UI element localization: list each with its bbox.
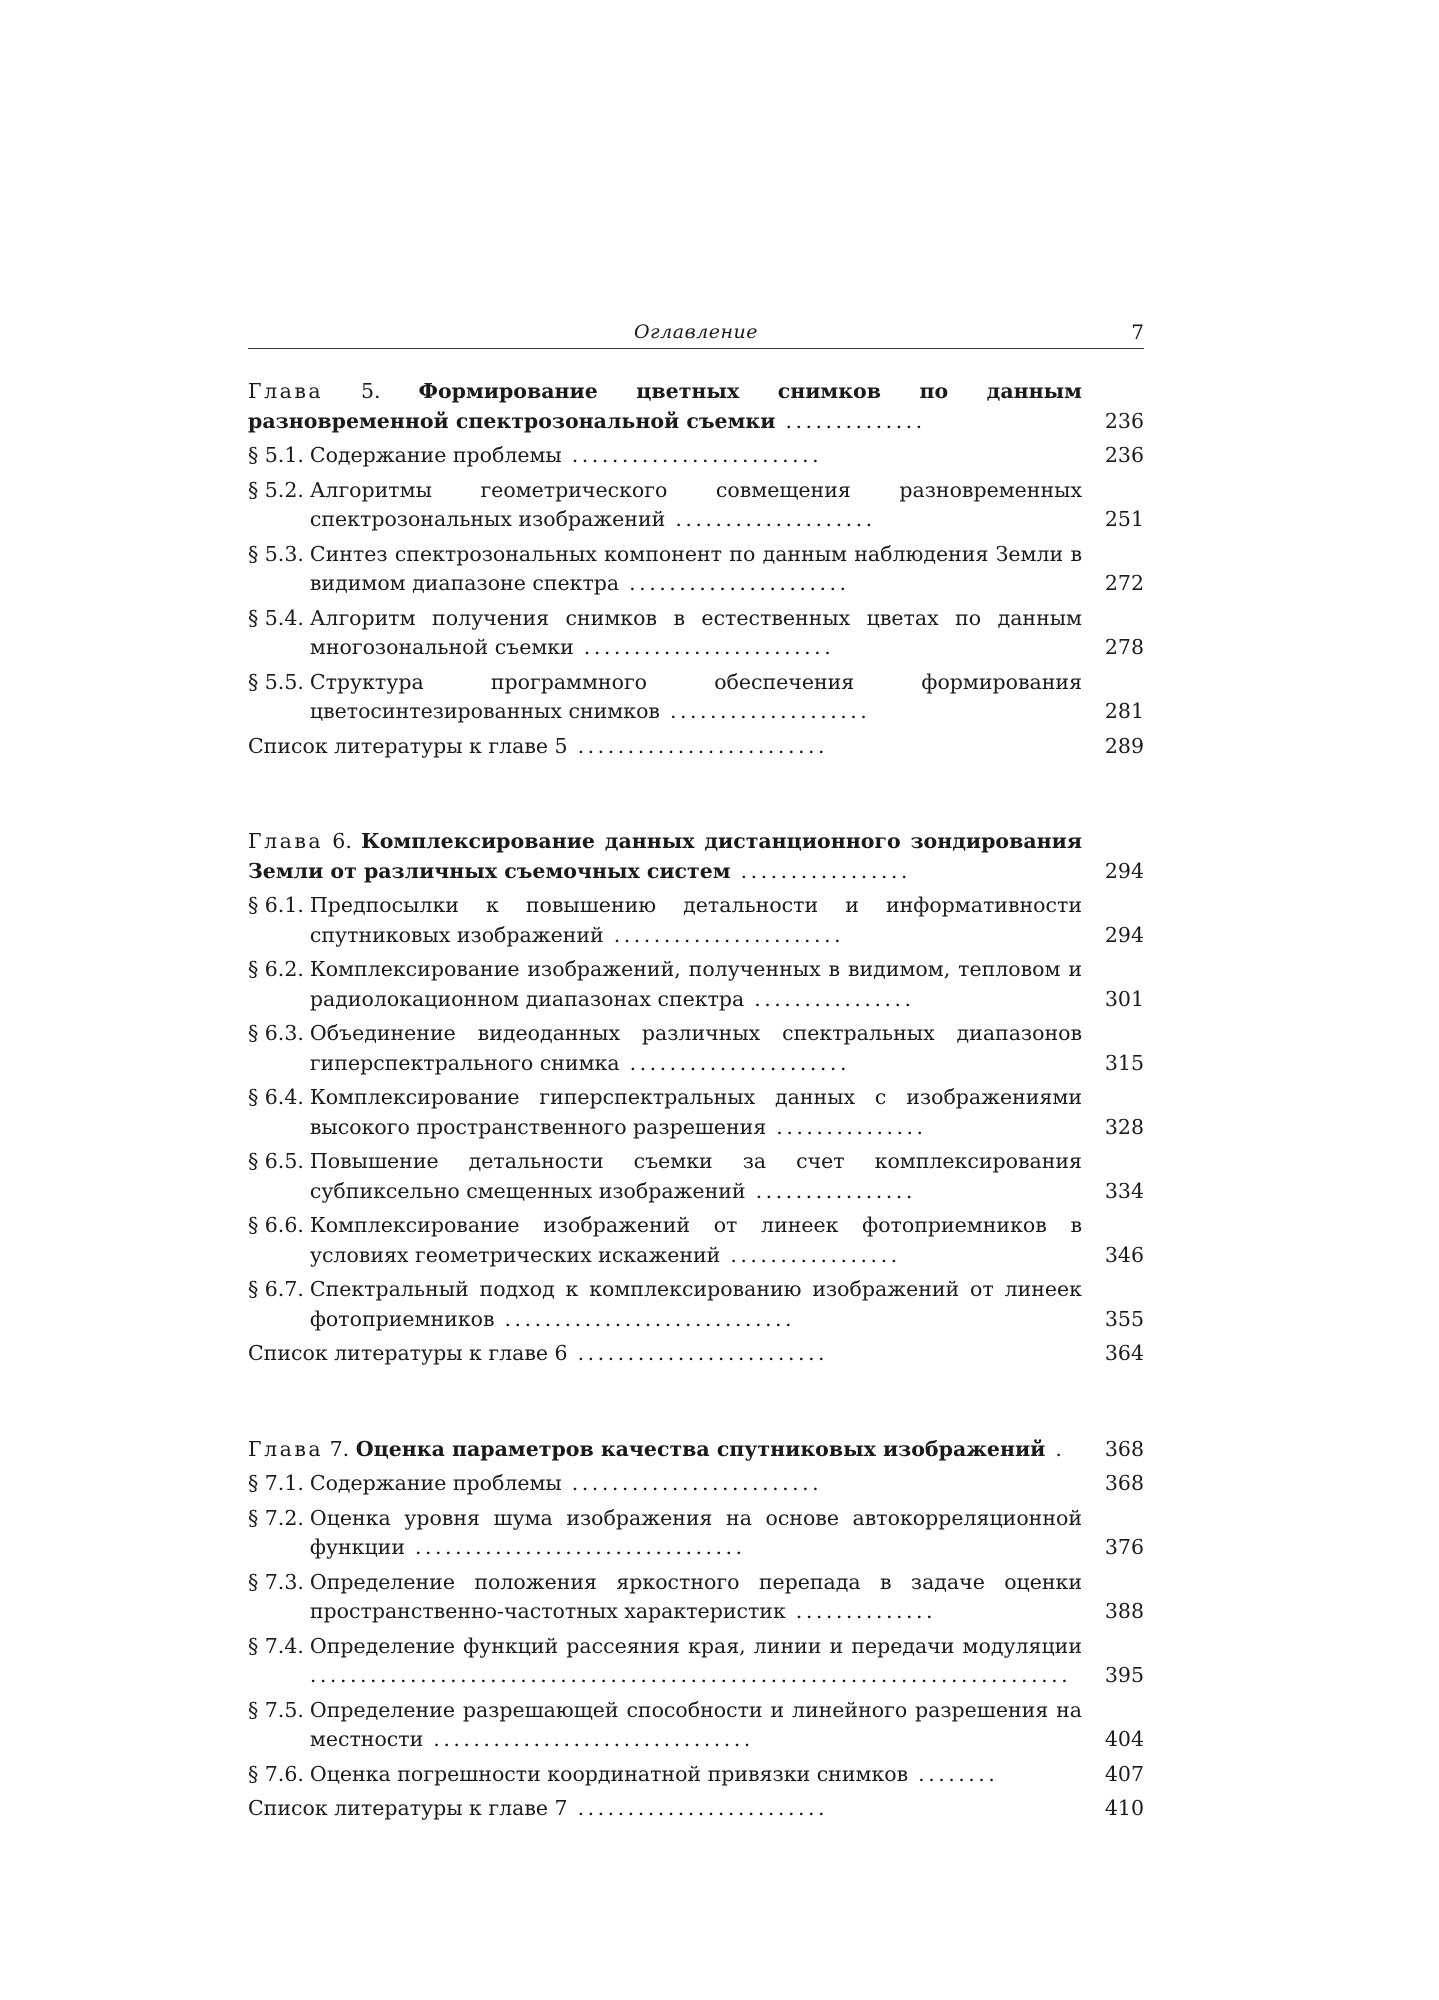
section-title: Комплексирование гиперспектральных данных с изображениями высокого пространственного разрешения <box>309 1085 1082 1139</box>
toc-references <box>248 732 1144 762</box>
chapter-block <box>248 1435 1144 1824</box>
leader-dots: ................................. <box>404 1535 746 1559</box>
references-title: Список литературы к главе 7 <box>248 1796 568 1820</box>
section-page: 251 <box>1104 507 1144 531</box>
section-title: Повышение детальности съемки за счет комплексирования субпиксельно смещенных изображений <box>309 1149 1082 1203</box>
section-number: § 6.6. <box>248 1213 304 1237</box>
section-title: Предпосылки к повышению детальности и информативности спутниковых изображений <box>309 893 1082 947</box>
toc-section <box>248 1760 1144 1790</box>
toc-section <box>248 604 1144 663</box>
chapter-heading <box>248 377 1144 436</box>
toc-section <box>248 668 1144 727</box>
leader-dots: ............................................................................ <box>309 1663 1072 1687</box>
leader-dots: . <box>1045 1436 1066 1461</box>
leader-dots: .................... <box>665 507 876 531</box>
toc-references <box>248 1339 1144 1369</box>
section-title: Определение положения яркостного перепада в задаче оценки пространственно-частотных характеристик <box>309 1569 1082 1623</box>
section-page: 388 <box>1104 1599 1144 1623</box>
chapter-label: Глава <box>248 1436 324 1461</box>
leader-dots: ................ <box>745 1178 916 1203</box>
leader-dots: ................. <box>720 1242 901 1267</box>
toc-section <box>248 1147 1144 1206</box>
section-title: Алгоритмы геометрического совмещения разновременных спектрозональных изображений <box>309 477 1082 531</box>
chapter-title: Комплексирование данных дистанционного зондирования Земли от различных съемочных систем <box>248 829 1082 883</box>
chapter-page: 368 <box>1104 1436 1144 1461</box>
leader-dots: ................. <box>730 858 911 883</box>
section-number: § 5.3. <box>248 541 304 566</box>
section-number: § 7.1. <box>248 1471 304 1495</box>
toc-section <box>248 1504 1144 1563</box>
section-title: Оценка погрешности координатной привязки снимков <box>309 1761 909 1786</box>
leader-dots: .............. <box>785 1599 937 1623</box>
leader-dots: ......................... <box>567 1341 829 1365</box>
section-title: Объединение видеоданных различных спектральных диапазонов гиперспектрального снимка <box>309 1021 1082 1075</box>
toc-section <box>248 1568 1144 1627</box>
chapter-page: 294 <box>1104 858 1144 883</box>
section-number: § 6.3. <box>248 1021 304 1045</box>
section-title: Содержание проблемы <box>309 1471 562 1495</box>
chapter-title: Оценка параметров качества спутниковых изображений <box>355 1436 1046 1461</box>
references-page: 364 <box>1104 1341 1144 1365</box>
section-number: § 7.3. <box>248 1569 304 1594</box>
section-title: Определение функций рассеяния края, линии и передачи модуляции <box>309 1633 1082 1658</box>
leader-dots: .............. <box>775 408 926 433</box>
section-page: 407 <box>1104 1761 1144 1786</box>
leader-dots: ......................... <box>561 1471 823 1495</box>
book-page <box>248 318 1144 1824</box>
section-number: § 5.1. <box>248 443 304 467</box>
chapter-number: 7. <box>329 1436 350 1461</box>
toc-section <box>248 476 1144 535</box>
section-title: Алгоритм получения снимков в естественных цветах по данным многозональной съемки <box>309 605 1082 659</box>
leader-dots: ............................. <box>494 1306 796 1331</box>
section-number: § 7.6. <box>248 1761 304 1786</box>
section-title: Комплексирование изображений от линеек фотоприемников в условиях геометрических искажений <box>309 1213 1082 1267</box>
chapter-label: Глава <box>248 829 324 853</box>
section-page: 404 <box>1104 1727 1144 1751</box>
leader-dots: ........ <box>908 1761 999 1786</box>
section-page: 328 <box>1104 1114 1144 1139</box>
section-number: § 7.5. <box>248 1697 304 1722</box>
toc-section <box>248 1019 1144 1078</box>
running-head-title: Оглавление <box>633 321 758 343</box>
section-title: Комплексирование изображений, полученных в видимом, тепловом и радиолокационном диапазонах спектра <box>309 957 1082 1011</box>
page-number: 7 <box>1131 320 1144 344</box>
chapter-heading <box>248 1435 1144 1465</box>
leader-dots: ......................... <box>567 1796 829 1820</box>
leader-dots: ....................... <box>603 922 845 947</box>
section-page: 346 <box>1104 1242 1144 1267</box>
toc-references <box>248 1794 1144 1824</box>
running-head <box>248 318 1144 349</box>
leader-dots: ...................... <box>619 571 850 595</box>
section-title: Определение разрешающей способности и линейного разрешения на местности <box>309 1697 1082 1751</box>
section-number: § 6.4. <box>248 1085 304 1109</box>
references-page: 410 <box>1104 1796 1144 1820</box>
section-title: Спектральный подход к комплексированию изображений от линеек фотоприемников <box>309 1277 1082 1331</box>
toc-section <box>248 1469 1144 1499</box>
section-page: 368 <box>1104 1471 1144 1495</box>
toc-section <box>248 1211 1144 1270</box>
section-page: 315 <box>1104 1050 1144 1075</box>
chapter-page: 236 <box>1104 408 1144 433</box>
toc-section <box>248 1275 1144 1334</box>
chapter-heading <box>248 827 1144 886</box>
toc-section <box>248 1696 1144 1755</box>
toc-section <box>248 1083 1144 1142</box>
toc-section <box>248 955 1144 1014</box>
section-number: § 6.2. <box>248 957 304 981</box>
leader-dots: .................... <box>659 699 871 723</box>
toc-section <box>248 891 1144 950</box>
section-number: § 5.2. <box>248 477 304 502</box>
section-page: 395 <box>1104 1663 1144 1687</box>
section-number: § 6.5. <box>248 1149 304 1173</box>
section-number: § 6.7. <box>248 1277 304 1301</box>
section-number: § 6.1. <box>248 893 304 917</box>
section-page: 294 <box>1104 922 1144 947</box>
section-number: § 5.4. <box>248 605 304 630</box>
leader-dots: ......................... <box>567 733 829 758</box>
section-page: 334 <box>1104 1178 1144 1203</box>
section-title: Оценка уровня шума изображения на основе автокорреляционной функции <box>309 1505 1082 1559</box>
section-title: Синтез спектрозональных компонент по данным наблюдения Земли в видимом диапазоне спектра <box>309 541 1082 595</box>
section-page: 355 <box>1104 1306 1144 1331</box>
section-page: 301 <box>1104 986 1144 1011</box>
toc-section <box>248 540 1144 599</box>
leader-dots: ................................ <box>423 1727 754 1751</box>
toc-section <box>248 441 1144 471</box>
references-page: 289 <box>1104 733 1144 758</box>
leader-dots: ......................... <box>561 443 823 467</box>
chapter-title: Формирование цветных снимков по данным разновременной спектрозональной съемки <box>248 379 1082 433</box>
leader-dots: ................ <box>744 986 915 1011</box>
references-title: Список литературы к главе 6 <box>248 1341 568 1365</box>
section-number: § 7.4. <box>248 1633 304 1658</box>
section-number: § 5.5. <box>248 669 304 694</box>
chapter-number: 5. <box>361 379 381 403</box>
leader-dots: ............... <box>766 1114 927 1139</box>
chapter-number: 6. <box>332 829 352 853</box>
section-page: 376 <box>1104 1535 1144 1559</box>
chapter-label: Глава <box>248 379 324 403</box>
toc-section <box>248 1632 1144 1691</box>
section-page: 281 <box>1104 699 1144 723</box>
section-title: Содержание проблемы <box>309 443 562 467</box>
leader-dots: ......................... <box>573 635 835 659</box>
table-of-contents <box>248 377 1144 1824</box>
section-page: 278 <box>1104 635 1144 659</box>
section-number: § 7.2. <box>248 1505 304 1530</box>
section-page: 236 <box>1104 443 1144 467</box>
section-title: Структура программного обеспечения формирования цветосинтезированных снимков <box>309 669 1082 723</box>
section-page: 272 <box>1104 571 1144 595</box>
chapter-block <box>248 827 1144 1369</box>
references-title: Список литературы к главе 5 <box>248 733 568 758</box>
leader-dots: ...................... <box>619 1050 850 1075</box>
chapter-block <box>248 377 1144 761</box>
